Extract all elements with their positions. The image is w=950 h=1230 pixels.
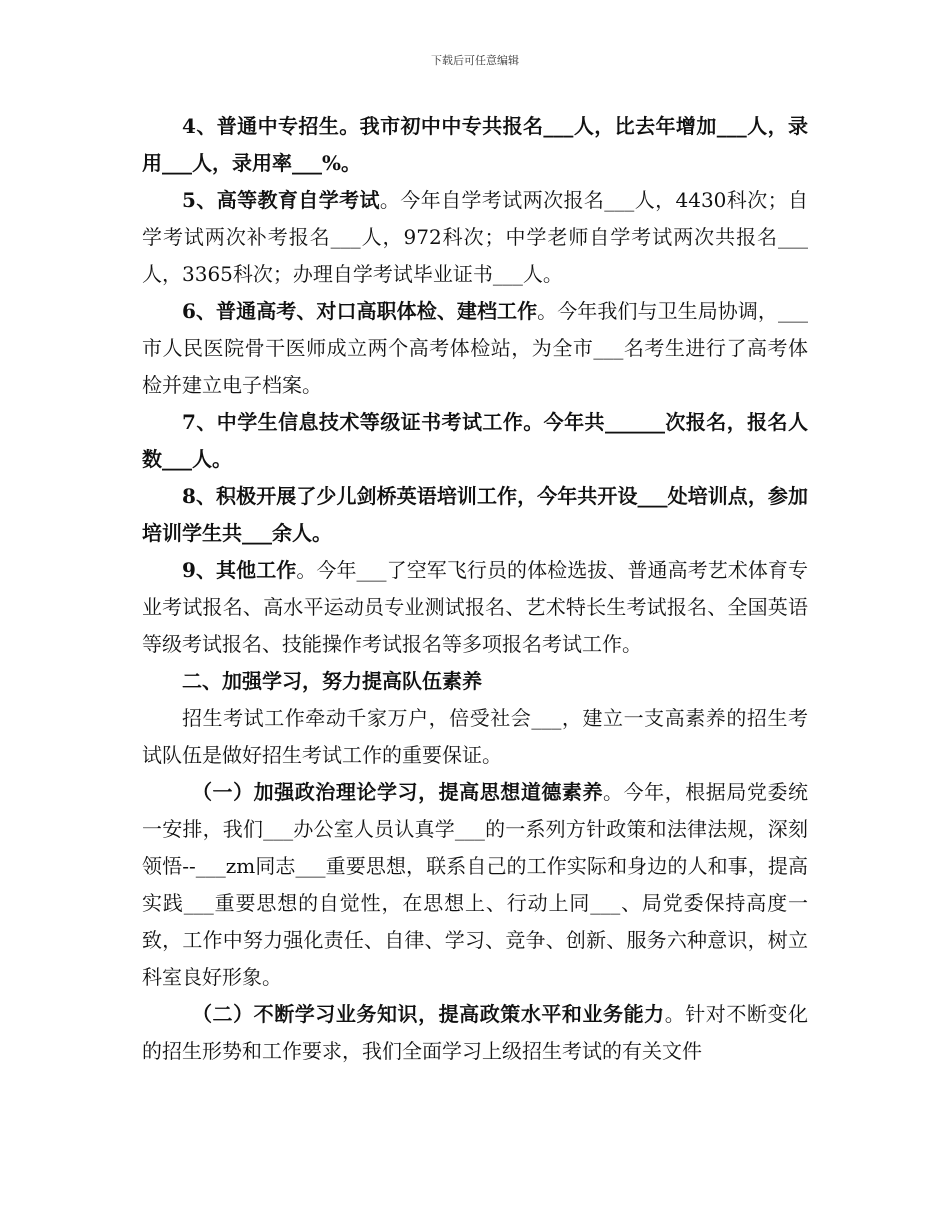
- paragraph-heading: （二）不断学习业务知识，提高政策水平和业务能力: [192, 1002, 665, 1026]
- paragraph-text: 。今年，根据局党委统一安排，我们___办公室人员认真学___的一系列方针政策和法律法规，深刻领悟--___zm同志___重要思想，联系自己的工作实际和身边的人和事，提高实践___重要思想的自觉性，在思想上、行动上同___、局党委保持高度一致，工作中努力强化责任、自律、学习、竞争、创新、服务六种意识，树立科室良好形象。: [142, 780, 809, 989]
- paragraph-heading: 9、其他工作: [182, 558, 297, 582]
- paragraph-heading: 7、中学生信息技术等级证书考试工作。今年共______次报名，报名人数___人。: [142, 410, 808, 471]
- paragraph-cambridge-english: [142, 478, 808, 552]
- section-heading-study: [142, 663, 808, 700]
- paragraph-business-knowledge: [142, 996, 808, 1070]
- paragraph-study-intro: [142, 700, 808, 774]
- paragraph-it-certificate: [142, 404, 808, 478]
- paragraph-heading: 5、高等教育自学考试: [182, 188, 380, 212]
- section-heading: 二、加强学习，努力提高队伍素养: [182, 669, 482, 693]
- paragraph-text: 。今年___了空军飞行员的体检选拔、普通高考艺术体育专业考试报名、高水平运动员专业测试报名、艺术特长生考试报名、全国英语等级考试报名、技能操作考试报名等多项报名考试工作。: [142, 558, 809, 656]
- paragraph-text: 招生考试工作牵动千家万户，倍受社会___，建立一支高素养的招生考试队伍是做好招生考试工作的重要保证。: [142, 706, 808, 767]
- paragraph-text: 。针对不断变化的招生形势和工作要求，我们全面学习上级招生考试的有关文件: [142, 1002, 809, 1063]
- paragraph-heading: 4、普通中专招生。我市初中中专共报名___人，比去年增加___人，录用___人，录用率___%。: [142, 114, 808, 175]
- paragraph-physical-exam: [142, 293, 808, 404]
- paragraph-secondary-school-enrollment: [142, 108, 808, 182]
- paragraph-political-theory: [142, 774, 808, 996]
- paragraph-text: 。今年自学考试两次报名___人，4430科次；自学考试两次补考报名___人，972科次；中学老师自学考试两次共报名___人，3365科次；办理自学考试毕业证书___人。: [142, 188, 808, 286]
- document-body: [142, 108, 808, 1070]
- paragraph-heading: 6、普通高考、对口高职体检、建档工作: [182, 299, 538, 323]
- paragraph-heading: （一）加强政治理论学习，提高思想道德素养: [192, 780, 604, 804]
- paragraph-heading: 8、积极开展了少儿剑桥英语培训工作，今年共开设___处培训点，参加培训学生共___余人。: [142, 484, 808, 545]
- paragraph-other-work: [142, 552, 808, 663]
- page-header: 下载后可任意编辑: [431, 54, 519, 67]
- paragraph-text: 。今年我们与卫生局协调，___市人民医院骨干医师成立两个高考体检站，为全市___名考生进行了高考体检并建立电子档案。: [142, 299, 809, 397]
- paragraph-self-study-exam: [142, 182, 808, 293]
